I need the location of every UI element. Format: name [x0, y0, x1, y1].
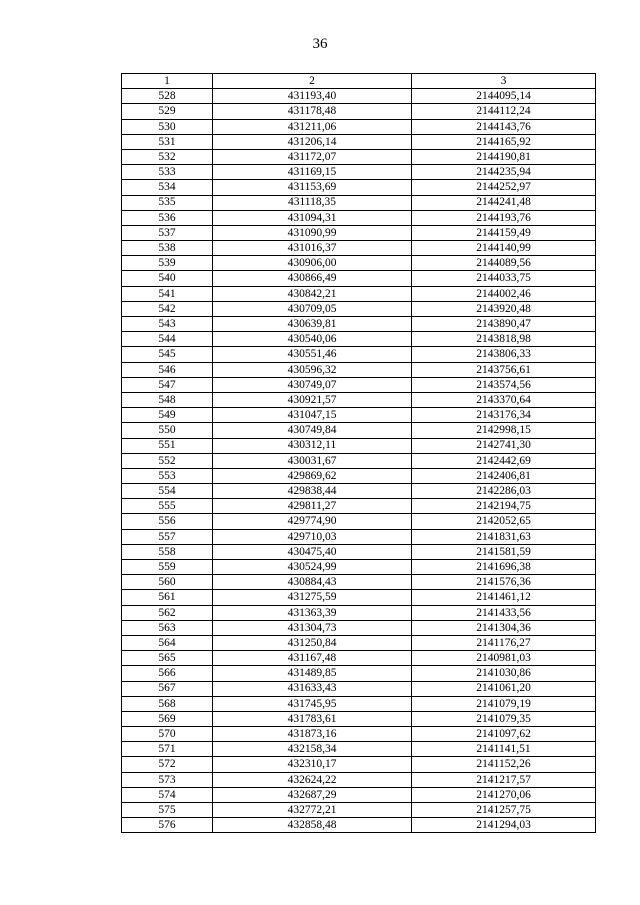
table-row [122, 529, 596, 544]
x-coordinate-cell: 431047,15 [213, 408, 412, 423]
point-number-cell: 539 [122, 256, 213, 271]
y-coordinate-cell: 2141097,62 [412, 727, 596, 742]
y-coordinate-cell: 2142741,30 [412, 438, 596, 453]
table-row [122, 347, 596, 362]
y-coordinate-cell: 2141152,26 [412, 757, 596, 772]
y-coordinate-cell: 2141141,51 [412, 742, 596, 757]
point-number-cell: 554 [122, 484, 213, 499]
y-coordinate-cell: 2144140,99 [412, 241, 596, 256]
x-coordinate-cell: 430639,81 [213, 317, 412, 332]
x-coordinate-cell: 430884,43 [213, 575, 412, 590]
x-coordinate-cell: 431153,69 [213, 180, 412, 195]
table-row [122, 119, 596, 134]
table-row [122, 362, 596, 377]
y-coordinate-cell: 2143756,61 [412, 362, 596, 377]
x-coordinate-cell: 431489,85 [213, 666, 412, 681]
x-coordinate-cell: 431783,61 [213, 711, 412, 726]
table-row [122, 180, 596, 195]
x-coordinate-cell: 431745,95 [213, 696, 412, 711]
table-row [122, 514, 596, 529]
point-number-cell: 545 [122, 347, 213, 362]
column-header-1: 1 [122, 74, 213, 89]
x-coordinate-cell: 431167,48 [213, 651, 412, 666]
x-coordinate-cell: 431275,59 [213, 590, 412, 605]
table-row [122, 453, 596, 468]
point-number-cell: 561 [122, 590, 213, 605]
x-coordinate-cell: 431193,40 [213, 89, 412, 104]
point-number-cell: 569 [122, 711, 213, 726]
table-body [122, 89, 596, 833]
table-header-row [122, 74, 596, 89]
table-row [122, 651, 596, 666]
x-coordinate-cell: 431206,14 [213, 134, 412, 149]
table-row [122, 271, 596, 286]
point-number-cell: 546 [122, 362, 213, 377]
point-number-cell: 557 [122, 529, 213, 544]
point-number-cell: 555 [122, 499, 213, 514]
table-row [122, 165, 596, 180]
point-number-cell: 552 [122, 453, 213, 468]
point-number-cell: 565 [122, 651, 213, 666]
point-number-cell: 536 [122, 210, 213, 225]
y-coordinate-cell: 2141257,75 [412, 803, 596, 818]
point-number-cell: 528 [122, 89, 213, 104]
x-coordinate-cell: 431178,48 [213, 104, 412, 119]
x-coordinate-cell: 431094,31 [213, 210, 412, 225]
table-row [122, 499, 596, 514]
table-row [122, 544, 596, 559]
point-number-cell: 568 [122, 696, 213, 711]
table-row [122, 666, 596, 681]
x-coordinate-cell: 430749,07 [213, 377, 412, 392]
table-row [122, 620, 596, 635]
y-coordinate-cell: 2143574,56 [412, 377, 596, 392]
point-number-cell: 560 [122, 575, 213, 590]
table-row [122, 408, 596, 423]
table-row [122, 727, 596, 742]
y-coordinate-cell: 2144165,92 [412, 134, 596, 149]
point-number-cell: 559 [122, 560, 213, 575]
y-coordinate-cell: 2141217,57 [412, 772, 596, 787]
y-coordinate-cell: 2143176,34 [412, 408, 596, 423]
y-coordinate-cell: 2144143,76 [412, 119, 596, 134]
y-coordinate-cell: 2143818,98 [412, 332, 596, 347]
table-row [122, 332, 596, 347]
x-coordinate-cell: 430475,40 [213, 544, 412, 559]
y-coordinate-cell: 2142998,15 [412, 423, 596, 438]
y-coordinate-cell: 2144095,14 [412, 89, 596, 104]
x-coordinate-cell: 429869,62 [213, 468, 412, 483]
x-coordinate-cell: 429838,44 [213, 484, 412, 499]
y-coordinate-cell: 2144002,46 [412, 286, 596, 301]
point-number-cell: 558 [122, 544, 213, 559]
x-coordinate-cell: 432858,48 [213, 818, 412, 833]
point-number-cell: 574 [122, 787, 213, 802]
point-number-cell: 534 [122, 180, 213, 195]
x-coordinate-cell: 430749,84 [213, 423, 412, 438]
y-coordinate-cell: 2143806,33 [412, 347, 596, 362]
point-number-cell: 548 [122, 392, 213, 407]
point-number-cell: 533 [122, 165, 213, 180]
x-coordinate-cell: 431363,39 [213, 605, 412, 620]
y-coordinate-cell: 2144252,97 [412, 180, 596, 195]
coordinates-table [121, 73, 596, 833]
y-coordinate-cell: 2141079,19 [412, 696, 596, 711]
table-row [122, 317, 596, 332]
y-coordinate-cell: 2141831,63 [412, 529, 596, 544]
column-header-2: 2 [213, 74, 412, 89]
table-row [122, 757, 596, 772]
x-coordinate-cell: 431304,73 [213, 620, 412, 635]
point-number-cell: 576 [122, 818, 213, 833]
point-number-cell: 553 [122, 468, 213, 483]
point-number-cell: 542 [122, 301, 213, 316]
y-coordinate-cell: 2141294,03 [412, 818, 596, 833]
y-coordinate-cell: 2143890,47 [412, 317, 596, 332]
x-coordinate-cell: 430540,06 [213, 332, 412, 347]
y-coordinate-cell: 2144190,81 [412, 149, 596, 164]
y-coordinate-cell: 2141433,56 [412, 605, 596, 620]
point-number-cell: 566 [122, 666, 213, 681]
y-coordinate-cell: 2144235,94 [412, 165, 596, 180]
table-row [122, 696, 596, 711]
point-number-cell: 544 [122, 332, 213, 347]
point-number-cell: 547 [122, 377, 213, 392]
table-row [122, 286, 596, 301]
y-coordinate-cell: 2142406,81 [412, 468, 596, 483]
point-number-cell: 572 [122, 757, 213, 772]
table-row [122, 484, 596, 499]
point-number-cell: 551 [122, 438, 213, 453]
y-coordinate-cell: 2141581,59 [412, 544, 596, 559]
x-coordinate-cell: 431169,15 [213, 165, 412, 180]
x-coordinate-cell: 429710,03 [213, 529, 412, 544]
table-row [122, 468, 596, 483]
x-coordinate-cell: 431172,07 [213, 149, 412, 164]
x-coordinate-cell: 430921,57 [213, 392, 412, 407]
table-row [122, 818, 596, 833]
table-row [122, 241, 596, 256]
x-coordinate-cell: 432158,34 [213, 742, 412, 757]
x-coordinate-cell: 431250,84 [213, 635, 412, 650]
y-coordinate-cell: 2141304,36 [412, 620, 596, 635]
table-row [122, 210, 596, 225]
table-row [122, 89, 596, 104]
x-coordinate-cell: 430031,67 [213, 453, 412, 468]
table-row [122, 149, 596, 164]
x-coordinate-cell: 431211,06 [213, 119, 412, 134]
x-coordinate-cell: 431090,99 [213, 225, 412, 240]
x-coordinate-cell: 432772,21 [213, 803, 412, 818]
point-number-cell: 543 [122, 317, 213, 332]
y-coordinate-cell: 2143920,48 [412, 301, 596, 316]
y-coordinate-cell: 2142052,65 [412, 514, 596, 529]
y-coordinate-cell: 2141576,36 [412, 575, 596, 590]
x-coordinate-cell: 430906,00 [213, 256, 412, 271]
y-coordinate-cell: 2144033,75 [412, 271, 596, 286]
point-number-cell: 575 [122, 803, 213, 818]
table-row [122, 772, 596, 787]
x-coordinate-cell: 429774,90 [213, 514, 412, 529]
x-coordinate-cell: 430524,99 [213, 560, 412, 575]
table-row [122, 423, 596, 438]
x-coordinate-cell: 431873,16 [213, 727, 412, 742]
x-coordinate-cell: 430551,46 [213, 347, 412, 362]
table-row [122, 104, 596, 119]
table-row [122, 134, 596, 149]
x-coordinate-cell: 432624,22 [213, 772, 412, 787]
x-coordinate-cell: 431633,43 [213, 681, 412, 696]
point-number-cell: 571 [122, 742, 213, 757]
table-row [122, 742, 596, 757]
x-coordinate-cell: 429811,27 [213, 499, 412, 514]
point-number-cell: 570 [122, 727, 213, 742]
y-coordinate-cell: 2141461,12 [412, 590, 596, 605]
y-coordinate-cell: 2142442,69 [412, 453, 596, 468]
table-row [122, 711, 596, 726]
point-number-cell: 549 [122, 408, 213, 423]
point-number-cell: 531 [122, 134, 213, 149]
table-row [122, 590, 596, 605]
point-number-cell: 540 [122, 271, 213, 286]
point-number-cell: 537 [122, 225, 213, 240]
y-coordinate-cell: 2141061,20 [412, 681, 596, 696]
column-header-3: 3 [412, 74, 596, 89]
table-row [122, 681, 596, 696]
point-number-cell: 556 [122, 514, 213, 529]
table-row [122, 787, 596, 802]
y-coordinate-cell: 2141176,27 [412, 635, 596, 650]
table-row [122, 392, 596, 407]
point-number-cell: 530 [122, 119, 213, 134]
x-coordinate-cell: 430709,05 [213, 301, 412, 316]
table-row [122, 225, 596, 240]
point-number-cell: 538 [122, 241, 213, 256]
x-coordinate-cell: 430866,49 [213, 271, 412, 286]
table-row [122, 635, 596, 650]
x-coordinate-cell: 430842,21 [213, 286, 412, 301]
table-row [122, 803, 596, 818]
y-coordinate-cell: 2142194,75 [412, 499, 596, 514]
y-coordinate-cell: 2141030,86 [412, 666, 596, 681]
table-row [122, 256, 596, 271]
x-coordinate-cell: 432310,17 [213, 757, 412, 772]
page-number: 36 [312, 36, 328, 52]
table-row [122, 560, 596, 575]
y-coordinate-cell: 2144193,76 [412, 210, 596, 225]
table-row [122, 377, 596, 392]
table-row [122, 605, 596, 620]
point-number-cell: 532 [122, 149, 213, 164]
table-row [122, 438, 596, 453]
point-number-cell: 573 [122, 772, 213, 787]
point-number-cell: 541 [122, 286, 213, 301]
y-coordinate-cell: 2142286,03 [412, 484, 596, 499]
point-number-cell: 529 [122, 104, 213, 119]
y-coordinate-cell: 2141270,06 [412, 787, 596, 802]
y-coordinate-cell: 2141696,38 [412, 560, 596, 575]
x-coordinate-cell: 431016,37 [213, 241, 412, 256]
y-coordinate-cell: 2144241,48 [412, 195, 596, 210]
y-coordinate-cell: 2144089,56 [412, 256, 596, 271]
y-coordinate-cell: 2144159,49 [412, 225, 596, 240]
point-number-cell: 535 [122, 195, 213, 210]
point-number-cell: 562 [122, 605, 213, 620]
y-coordinate-cell: 2143370,64 [412, 392, 596, 407]
y-coordinate-cell: 2141079,35 [412, 711, 596, 726]
point-number-cell: 567 [122, 681, 213, 696]
table-row [122, 575, 596, 590]
x-coordinate-cell: 431118,35 [213, 195, 412, 210]
y-coordinate-cell: 2140981,03 [412, 651, 596, 666]
y-coordinate-cell: 2144112,24 [412, 104, 596, 119]
point-number-cell: 550 [122, 423, 213, 438]
point-number-cell: 563 [122, 620, 213, 635]
x-coordinate-cell: 430596,32 [213, 362, 412, 377]
x-coordinate-cell: 430312,11 [213, 438, 412, 453]
point-number-cell: 564 [122, 635, 213, 650]
table-row [122, 301, 596, 316]
table-row [122, 195, 596, 210]
x-coordinate-cell: 432687,29 [213, 787, 412, 802]
